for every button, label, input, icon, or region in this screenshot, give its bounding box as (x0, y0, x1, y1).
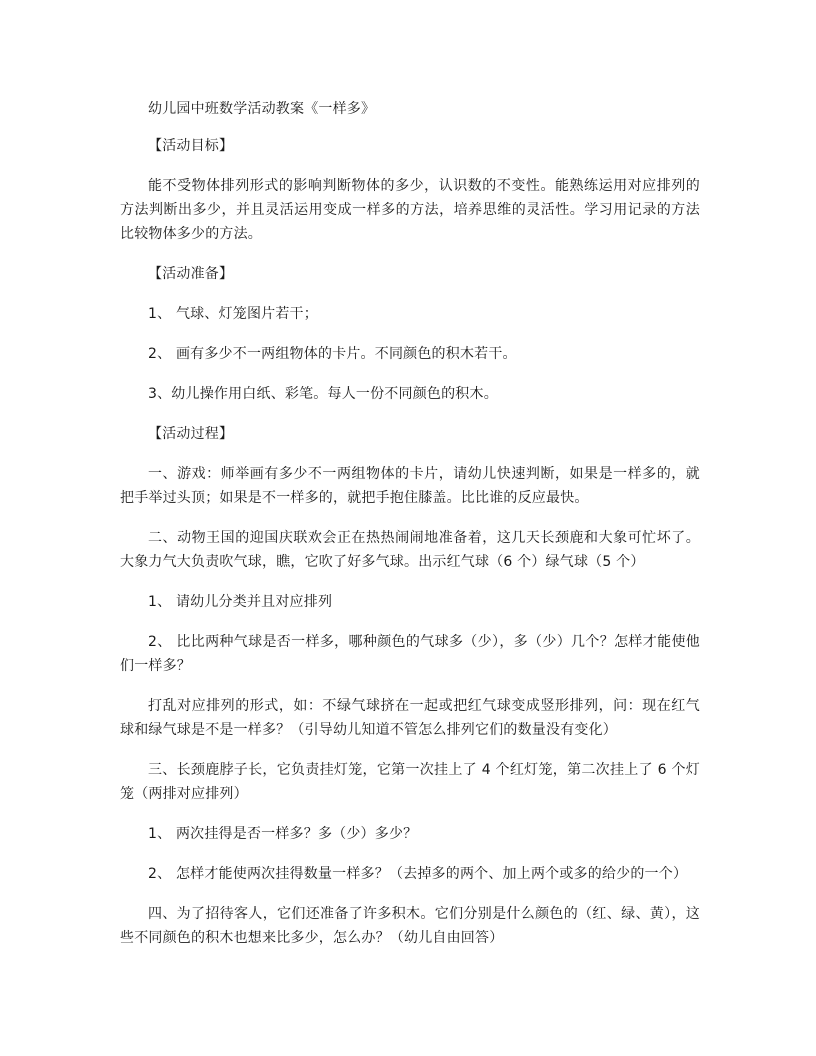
list-item-step-2-1: 1、 请幼儿分类并且对应排列 (148, 594, 333, 610)
paragraph-step-2-note: 打乱对应排列的形式，如：不绿气球挤在一起或把红气球变成竖形排列，问：现在红气球和绿气球是不是一样多？（引导幼儿知道不管怎么排列它们的数量没有变化） (120, 698, 700, 738)
document-title: 幼儿园中班数学活动教案《一样多》 (148, 101, 376, 117)
list-item-preparation-2: 2、 画有多少不一两组物体的卡片。不同颜色的积木若干。 (148, 346, 517, 362)
paragraph-step-2: 二、动物王国的迎国庆联欢会正在热热闹闹地准备着，这几天长颈鹿和大象可忙坏了。大象力气大负责吹气球，瞧，它吹了好多气球。出示红气球（6 个）绿气球（5 个） (120, 530, 700, 570)
list-item-preparation-1: 1、 气球、灯笼图片若干； (148, 306, 318, 322)
section-heading-goals: 【活动目标】 (148, 138, 234, 154)
section-heading-process: 【活动过程】 (148, 426, 234, 442)
list-item-step-3-2: 2、 怎样才能使两次挂得数量一样多？（去掉多的两个、加上两个或多的给少的一个） (148, 866, 688, 882)
paragraph-step-1: 一、游戏：师举画有多少不一两组物体的卡片，请幼儿快速判断，如果是一样多的，就把手举过头顶；如果是不一样多的，就把手抱住膝盖。比比谁的反应最快。 (120, 466, 700, 506)
list-item-preparation-3: 3、幼儿操作用白纸、彩笔。每人一份不同颜色的积木。 (148, 386, 498, 402)
section-heading-preparation: 【活动准备】 (148, 266, 234, 282)
paragraph-goals: 能不受物体排列形式的影响判断物体的多少，认识数的不变性。能熟练运用对应排列的方法判断出多少，并且灵活运用变成一样多的方法，培养思维的灵活性。学习用记录的方法比较物体多少的方法。 (120, 178, 700, 242)
document-body (120, 97, 700, 966)
list-item-step-3-1: 1、 两次挂得是否一样多？多（少）多少？ (148, 826, 418, 842)
list-item-step-2-2: 2、 比比两种气球是否一样多，哪种颜色的气球多（少），多（少）几个？怎样才能使他们一样多？ (120, 634, 700, 674)
paragraph-step-4: 四、为了招待客人，它们还准备了许多积木。它们分别是什么颜色的（红、绿、黄），这些不同颜色的积木也想来比多少，怎么办？（幼儿自由回答） (120, 906, 700, 946)
paragraph-step-3: 三、长颈鹿脖子长，它负责挂灯笼，它第一次挂上了 4 个红灯笼，第二次挂上了 6 个灯笼（两排对应排列） (120, 762, 700, 802)
